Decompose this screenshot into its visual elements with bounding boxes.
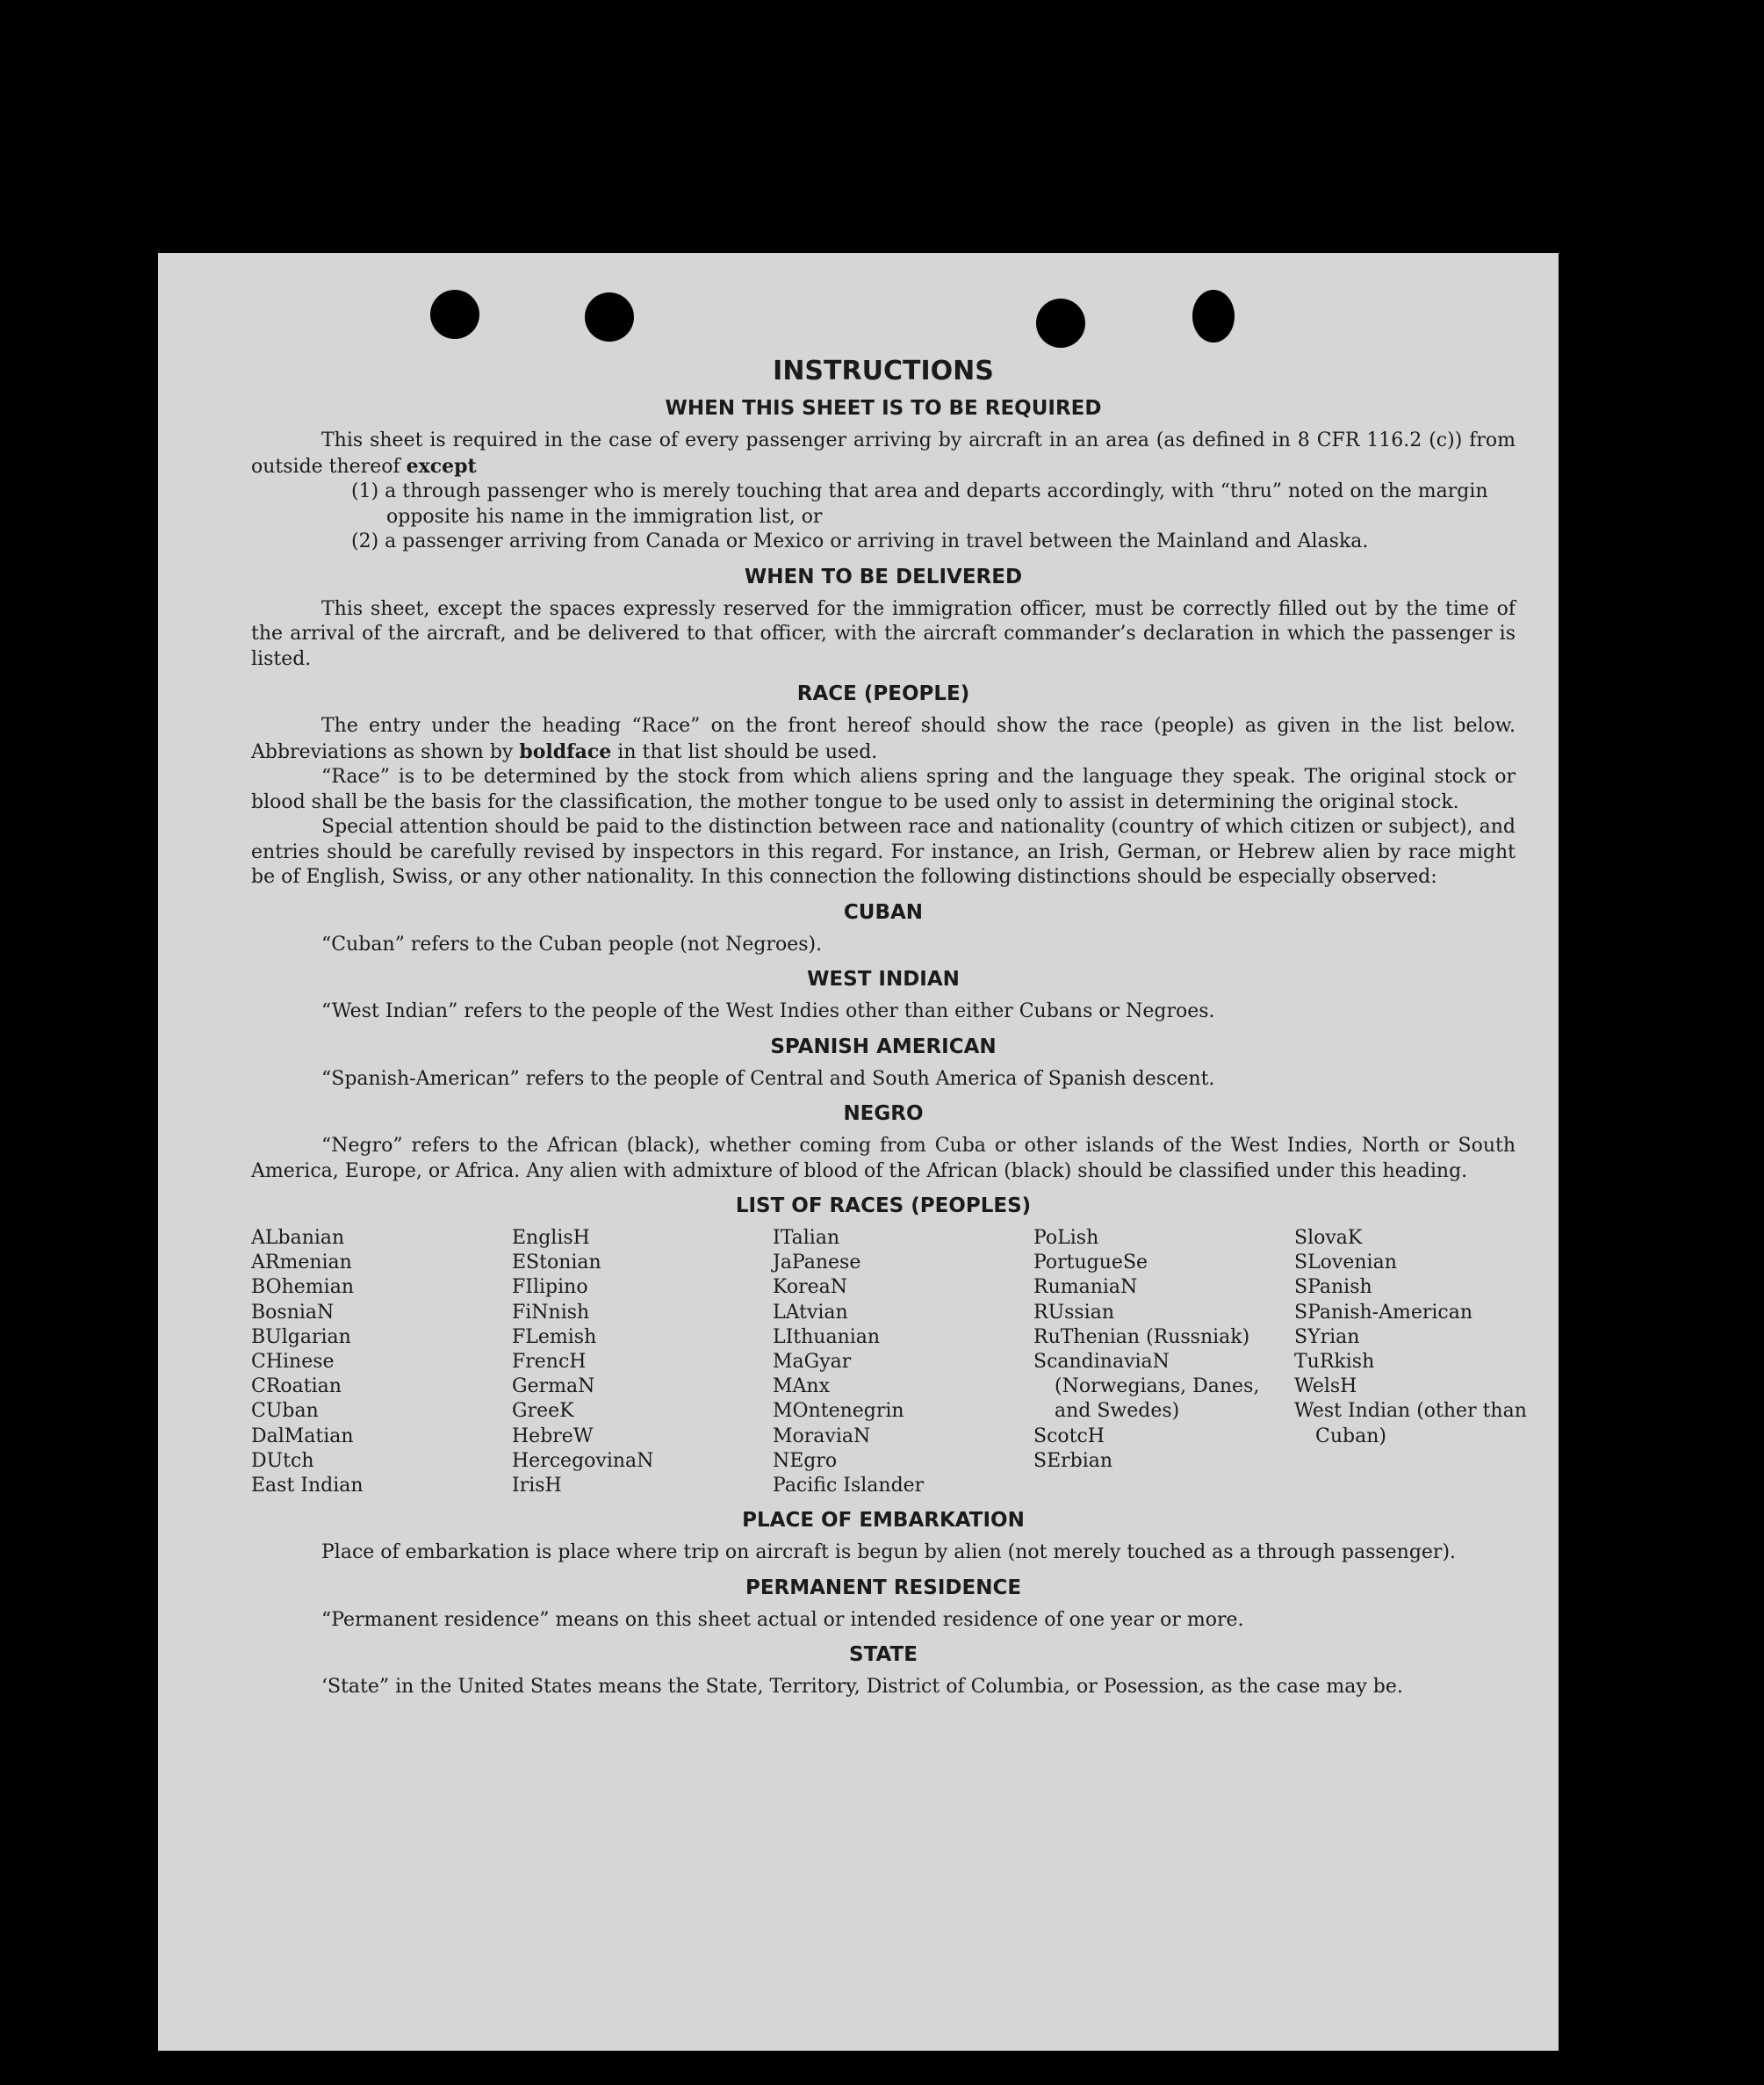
race-item: NEgro (773, 1449, 838, 1472)
residence-text: “Permanent residence” means on this sheet actual or intended residence of one year or more. (321, 1608, 1244, 1631)
race-p1-end: in that list should be used. (617, 740, 878, 763)
instructions-content (251, 356, 1527, 1700)
race-item: LAtvian (773, 1301, 848, 1324)
exception-item: (2) a passenger arriving from Canada or Mexico or arriving in travel between the Mainland and Alaska. (351, 530, 1369, 552)
punch-hole (1192, 290, 1235, 343)
cuban-text: “Cuban” refers to the Cuban people (not Negroes). (321, 933, 823, 956)
race-item: GreeK (512, 1400, 574, 1423)
punch-hole (1036, 299, 1085, 348)
race-item: West Indian (other than Cuban) (1294, 1400, 1527, 1447)
race-item: SYrian (1294, 1325, 1360, 1348)
race-item: MoraviaN (773, 1425, 871, 1447)
exception-item: (1) a through passenger who is merely touching that area and departs accordingly, with “thru” noted on the margin opposite his name in the immigration list, or (351, 480, 1488, 528)
state-text: ‘State” in the United States means the State, Territory, District of Columbia, or Posession, as the case may be. (321, 1676, 1403, 1699)
race-item: MAnx (773, 1375, 830, 1398)
race-item: MaGyar (773, 1351, 852, 1374)
race-item: SPanish (1294, 1276, 1372, 1299)
race-item: East Indian (251, 1475, 364, 1497)
west-indian-text: “West Indian” refers to the people of the West Indies other than either Cubans or Negroes. (321, 1000, 1215, 1022)
race-item: ALbanian (251, 1227, 345, 1249)
race-item: FLemish (512, 1325, 597, 1348)
heading-when-delivered: WHEN TO BE DELIVERED (744, 565, 1023, 588)
race-item: KoreaN (773, 1276, 847, 1299)
race-item: SlovaK (1294, 1227, 1363, 1249)
race-item: HercegovinaN (512, 1449, 654, 1472)
heading-spanish-american: SPANISH AMERICAN (770, 1035, 997, 1058)
race-item: GermaN (512, 1375, 595, 1398)
heading-cuban: CUBAN (843, 900, 924, 924)
race-item: SLovenian (1294, 1252, 1397, 1274)
race-item: RumaniaN (1033, 1276, 1138, 1299)
heading-west-indian: WEST INDIAN (807, 968, 960, 991)
race-item: DUtch (251, 1449, 314, 1472)
race-item: ITalian (773, 1227, 840, 1249)
race-item: CHinese (251, 1351, 335, 1374)
races-column (1294, 1226, 1555, 1498)
exception-list (251, 480, 1516, 555)
race-item: EnglisH (512, 1227, 590, 1249)
race-paragraph-2: “Race” is to be determined by the stock from which aliens spring and the language they speak. The original stock or blood shall be the basis for the classification, the mother tongue to be used only to assist in determining the original stock. (251, 766, 1516, 813)
when-delivered-text: This sheet, except the spaces expressly reserved for the immigration officer, must be correctly filled out by the time of the arrival of the aircraft, and be delivered to that officer, with the aircraft commander’s declaration in which the passenger is listed. (251, 597, 1516, 670)
when-required-intro: This sheet is required in the case of every passenger arriving by aircraft in an area (as defined in 8 CFR 116.2 (c)) from outside thereof (251, 429, 1516, 478)
race-item: SPanish-American (1294, 1301, 1473, 1324)
races-column (1033, 1226, 1294, 1498)
race-item: SErbian (1033, 1449, 1113, 1472)
race-item: WelsH (1294, 1375, 1357, 1398)
race-item: RuThenian (Russniak) (1033, 1325, 1250, 1348)
except-word: except (406, 454, 477, 478)
race-item: PoLish (1033, 1227, 1099, 1249)
heading-when-required: WHEN THIS SHEET IS TO BE REQUIRED (665, 397, 1102, 420)
race-item: BUlgarian (251, 1325, 351, 1348)
heading-negro: NEGRO (843, 1102, 924, 1125)
race-item: ScotcH (1033, 1425, 1105, 1447)
race-item: ScandinaviaN (Norwegians, Danes, and Swedes) (1033, 1351, 1260, 1423)
heading-race: RACE (PEOPLE) (796, 682, 970, 705)
race-item: FiNnish (512, 1301, 590, 1324)
heading-permanent-residence: PERMANENT RESIDENCE (745, 1576, 1022, 1599)
race-paragraph-1 (251, 714, 1516, 765)
races-column (512, 1226, 773, 1498)
race-item: EStonian (512, 1252, 601, 1274)
races-list (251, 1226, 1527, 1498)
race-item: JaPanese (773, 1252, 861, 1274)
when-required-paragraph (251, 429, 1516, 480)
heading-state: STATE (849, 1643, 918, 1667)
heading-embarkation: PLACE OF EMBARKATION (742, 1509, 1025, 1533)
race-item: LIthuanian (773, 1325, 881, 1348)
race-item: Pacific Islander (773, 1475, 925, 1497)
race-item: IrisH (512, 1475, 562, 1497)
race-item: MOntenegrin (773, 1400, 904, 1423)
race-item: DalMatian (251, 1425, 354, 1447)
race-item: TuRkish (1294, 1351, 1375, 1374)
race-item: RUssian (1033, 1301, 1115, 1324)
race-item: FIlipino (512, 1276, 588, 1299)
races-column (251, 1226, 512, 1498)
race-p1-text: The entry under the heading “Race” on the front hereof should show the race (people) as given in the list below. Abbreviations as shown by (251, 715, 1516, 763)
punch-hole (585, 292, 634, 342)
race-item: HebreW (512, 1425, 594, 1447)
race-paragraph-3: Special attention should be paid to the distinction between race and nationality (country of which citizen or subject), and entries should be carefully revised by inspectors in this regard. For instance, an Irish, German, or Hebrew alien by race might be of English, Swiss, or any other nationality. In this connection the following distinctions should be especially observed: (251, 816, 1516, 888)
race-item: BosniaN (251, 1301, 335, 1324)
negro-text: “Negro” refers to the African (black), whether coming from Cuba or other islands of the West Indies, North or South America, Europe, or Africa. Any alien with admixture of blood of the African (black) should be classified under this heading. (251, 1135, 1516, 1182)
race-item: ARmenian (251, 1252, 352, 1274)
heading-list-of-races: LIST OF RACES (PEOPLES) (735, 1194, 1032, 1217)
race-item: BOhemian (251, 1276, 354, 1299)
page-title: INSTRUCTIONS (773, 356, 994, 386)
punch-hole (430, 290, 479, 339)
race-item: CUban (251, 1400, 319, 1423)
race-item: CRoatian (251, 1375, 342, 1398)
spanish-american-text: “Spanish-American” refers to the people of Central and South America of Spanish descent. (321, 1067, 1215, 1090)
races-column (773, 1226, 1033, 1498)
race-item: FrencH (512, 1351, 587, 1374)
boldface-word: boldface (519, 739, 612, 763)
race-item: PortugueSe (1033, 1252, 1148, 1274)
embarkation-text: Place of embarkation is place where trip on aircraft is begun by alien (not merely touched as a through passenger). (321, 1541, 1457, 1564)
